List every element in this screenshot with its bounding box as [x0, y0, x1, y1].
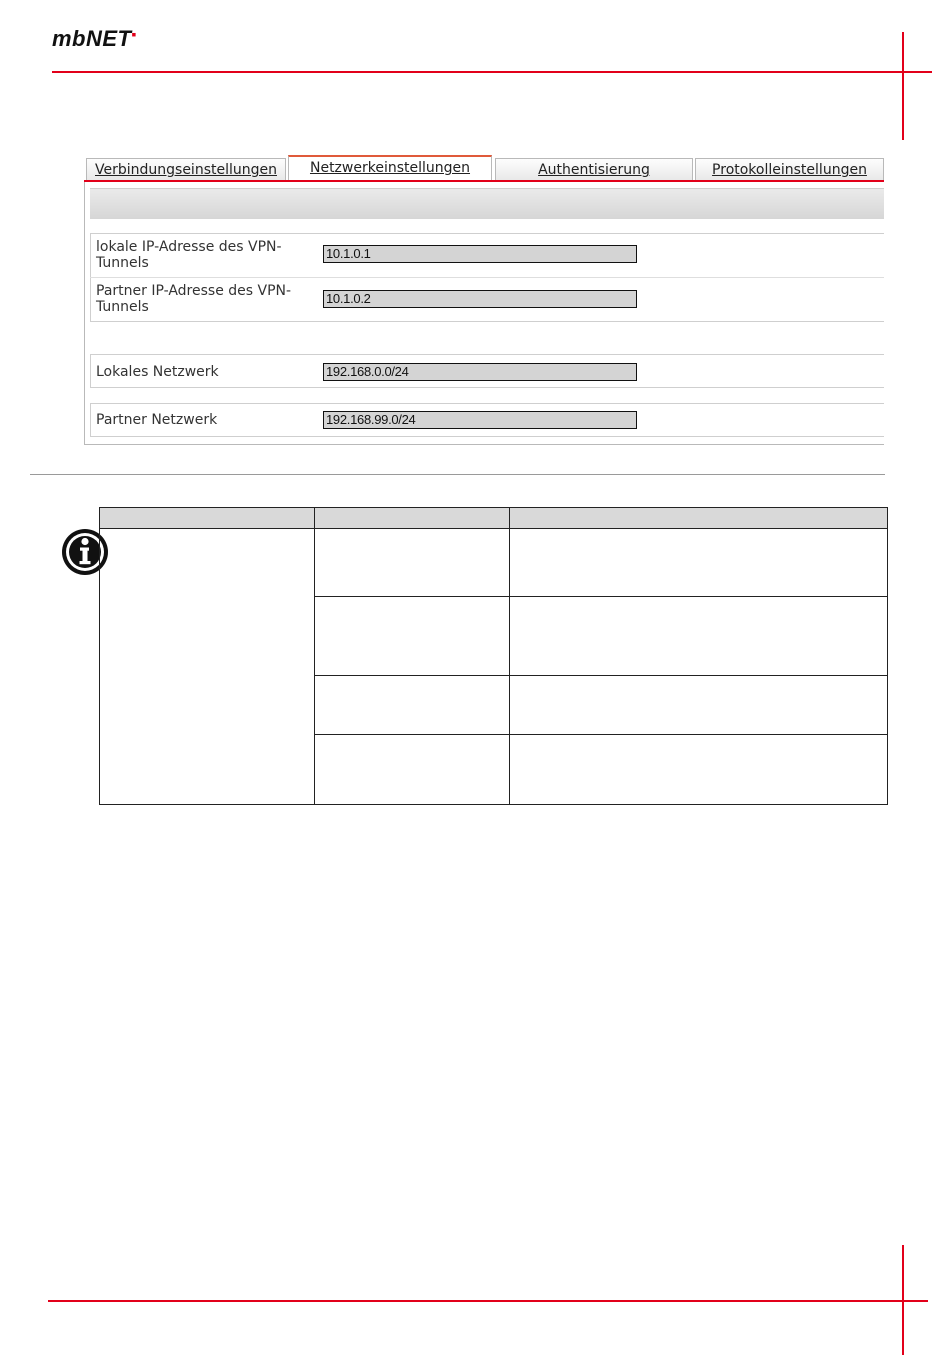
tab-authentisierung[interactable]: Authentisierung [495, 158, 693, 180]
table-header-cell [315, 508, 510, 529]
header-rule [52, 71, 932, 73]
local-ip-label: lokale IP-Adresse des VPN-Tunnels [96, 239, 282, 271]
tab-netzwerkeinstellungen[interactable]: Netzwerkeinstellungen [288, 155, 492, 181]
section-divider [30, 474, 885, 475]
table-cell [510, 529, 888, 597]
table-cell [510, 676, 888, 735]
tab-protokolleinstellungen[interactable]: Protokolleinstellungen [695, 158, 884, 180]
local-network-label: Lokales Netzwerk [96, 364, 219, 380]
local-network-field[interactable]: 192.168.0.0/24 [323, 363, 637, 381]
partner-ip-row [90, 278, 884, 322]
table-cell [510, 735, 888, 805]
table-header-row [100, 508, 888, 529]
partner-ip-field[interactable]: 10.1.0.2 [323, 290, 637, 308]
partner-network-row [90, 404, 884, 436]
table-row [100, 529, 888, 597]
local-network-row [90, 355, 884, 387]
section-header-bar [90, 188, 884, 219]
logo-mark-icon: ▪ [131, 26, 137, 42]
partner-network-label: Partner Netzwerk [96, 412, 218, 428]
table-cell [315, 597, 510, 676]
header-logo [52, 26, 137, 52]
header-margin-line [902, 32, 904, 140]
info-table [99, 507, 888, 805]
table-header-cell [510, 508, 888, 529]
logo-text: mbNET [52, 26, 132, 51]
settings-panel [84, 155, 884, 445]
footer-margin-line [902, 1245, 904, 1355]
table-cell [315, 529, 510, 597]
table-header-cell [100, 508, 315, 529]
local-ip-field[interactable]: 10.1.0.1 [323, 245, 637, 263]
local-ip-row [90, 234, 884, 278]
table-cell [315, 676, 510, 735]
tab-bar [84, 155, 884, 181]
footer-rule [48, 1300, 928, 1302]
tab-verbindungseinstellungen[interactable]: Verbindungseinstellungen [86, 158, 286, 180]
table-cell [315, 735, 510, 805]
table-cell [510, 597, 888, 676]
table-cell [100, 529, 315, 805]
partner-network-field[interactable]: 192.168.99.0/24 [323, 411, 637, 429]
partner-ip-label: Partner IP-Adresse des VPN-Tunnels [96, 283, 292, 315]
